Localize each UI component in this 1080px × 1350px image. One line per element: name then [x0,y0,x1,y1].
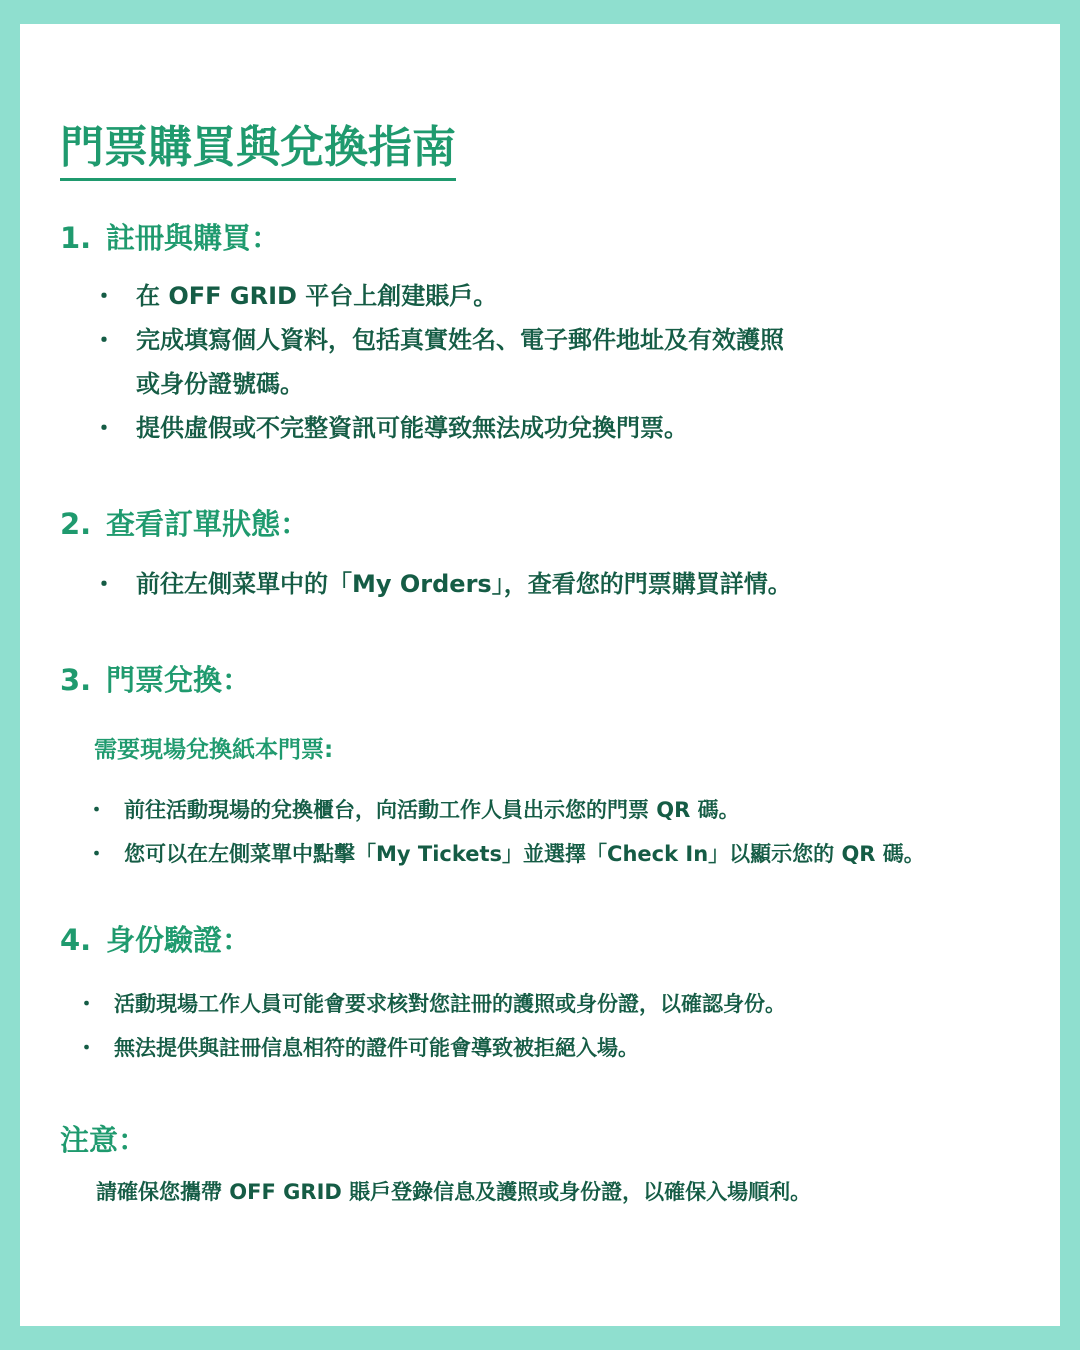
list-item: ・ 前往左側菜單中的「My Orders」，查看您的門票購買詳情。 [78,562,792,606]
bullet-icon: ・ [92,282,116,310]
section-1-title: 註冊與購買： [106,221,281,255]
section-3-list [78,788,925,876]
section-1-heading [60,218,280,258]
bullet-icon: ・ [92,414,116,442]
section-2-number: 2. [60,507,92,541]
bullet-icon: ・ [92,570,116,598]
page-title: 門票購買與兌換指南 [60,120,456,181]
section-3-number: 3. [60,663,92,697]
section-3-subheading: 需要現場兌換紙本門票: [94,737,334,763]
note-heading: 注意： [60,1123,148,1157]
list-item: ・ 您可以在左側菜單中點擊「My Tickets」並選擇「Check In」以顯示您的 QR 碼。 [78,832,925,876]
section-4-number: 4. [60,923,92,957]
bullet-icon: ・ [76,1036,97,1060]
section-4-heading [60,920,251,960]
section-1-number: 1. [60,221,92,255]
section-1-list [78,274,784,450]
bullet-icon: ・ [86,842,107,866]
section-4-list [68,982,786,1070]
section-2-heading [60,504,309,544]
section-3-title: 門票兌換： [106,663,252,697]
list-item: ・ 在 OFF GRID 平台上創建賬戶。 [78,274,784,318]
list-item: ・ 提供虛假或不完整資訊可能導致無法成功兌換門票。 [78,406,784,450]
section-2-title: 查看訂單狀態： [106,507,310,541]
list-item: ・ 無法提供與註冊信息相符的證件可能會導致被拒絕入場。 [68,1026,786,1070]
list-item-continuation: 或身份證號碼。 [136,370,304,398]
bullet-icon: ・ [92,326,116,354]
bullet-icon: ・ [76,992,97,1016]
section-3-heading [60,660,251,700]
list-item: ・ 完成填寫個人資料，包括真實姓名、電子郵件地址及有效護照 [78,318,784,362]
section-4-title: 身份驗證： [106,923,252,957]
bullet-icon: ・ [86,798,107,822]
list-item: ・ 前往活動現場的兌換櫃台，向活動工作人員出示您的門票 QR 碼。 [78,788,925,832]
section-2-list [78,562,792,606]
list-item: ・ 活動現場工作人員可能會要求核對您註冊的護照或身份證，以確認身份。 [68,982,786,1026]
guide-card [20,24,1060,1326]
note-text: 請確保您攜帶 OFF GRID 賬戶登錄信息及護照或身份證，以確保入場順利。 [96,1180,812,1204]
